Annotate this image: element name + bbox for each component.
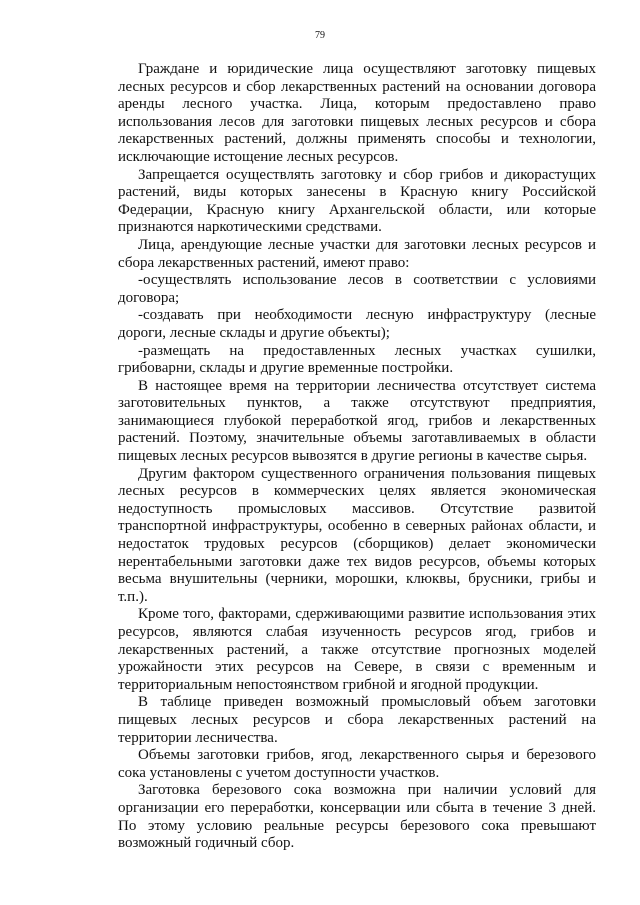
- paragraph-prohibition: Запрещается осуществлять заготовку и сбор грибов и дикорастущих растений, виды которых занесены в Красную книгу Российской Федерации, Красную книгу Архангельской области, или которые признаются наркотическими средствами.: [118, 166, 596, 236]
- paragraph-volumes: Объемы заготовки грибов, ягод, лекарственного сырья и березового сока установлены с учетом доступности участков.: [118, 747, 596, 781]
- list-item-forest-use: -осуществлять использование лесов в соответствии с условиями договора;: [118, 272, 596, 306]
- list-item-infrastructure: -создавать при необходимости лесную инфраструктуру (лесные дороги, лесные склады и другие объекты);: [118, 307, 596, 341]
- list-item-temporary-buildings: -размещать на предоставленных лесных участках сушилки, грибоварни, склады и другие временные постройки.: [118, 342, 596, 377]
- paragraph-table-reference: В таблице приведен возможный промысловый объем заготовки пищевых лесных ресурсов и сбора лекарственных растений на территории лесничества.: [118, 694, 596, 746]
- page-number: 79: [315, 30, 325, 41]
- paragraph-economic-inaccessibility: Другим фактором существенного ограничения пользования пищевых лесных ресурсов в коммерческих целях является экономическая недоступность промысловых массивов. Отсутствие развитой транспортной инфраструктуры, особенно в северных районах области, и недостаток трудовых ресурсов (сборщиков) делает экономически нерентабельными заготовки даже тех видов ресурсов, объемы которых весьма внушительны (черники, морошки, клюквы, брусники, грибы и т.п.).: [118, 465, 596, 605]
- paragraph-harvesting-basis: Граждане и юридические лица осуществляют заготовку пищевых лесных ресурсов и сбор лекарственных растений на основании договора аренды лесного участка. Лица, которым предоставлено право использования лесов для заготовки пищевых лесных ресурсов и сбора лекарственных растений, должны применять способы и технологии, исключающие истощение лесных ресурсов.: [118, 61, 596, 165]
- paragraph-birch-sap: Заготовка березового сока возможна при наличии условий для организации его переработки, консервации или сбыта в течение 3 дней. По этому условию реальные ресурсы березового сока превышают возможный годичный сбор.: [118, 782, 596, 852]
- document-body: [118, 61, 596, 853]
- paragraph-tenant-rights: Лица, арендующие лесные участки для заготовки лесных ресурсов и сбора лекарственных растений, имеют право:: [118, 236, 596, 271]
- paragraph-current-situation: В настоящее время на территории лесничества отсутствует система заготовительных пунктов, а также отсутствуют предприятия, занимающиеся глубокой переработкой ягод, грибов и лекарственных растений. Поэтому, значительные объемы заготавливаемых в области пищевых лесных ресурсов вывозятся в другие регионы в качестве сырья.: [118, 377, 596, 465]
- paragraph-limiting-factors: Кроме того, факторами, сдерживающими развитие использования этих ресурсов, являются слабая изученность ресурсов ягод, грибов и лекарственных растений, а также отсутствие прогнозных моделей урожайности этих ресурсов на Севере, в связи с временным и территориальным непостоянством грибной и ягодной продукции.: [118, 606, 596, 693]
